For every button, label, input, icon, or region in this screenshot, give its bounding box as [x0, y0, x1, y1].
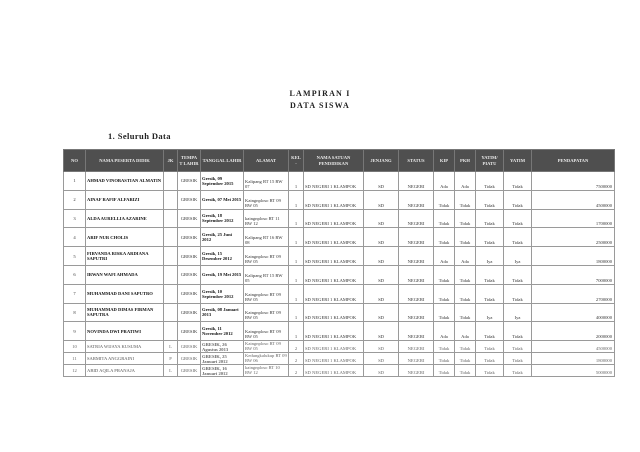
cell-pkh: Tidak — [455, 341, 476, 353]
header-jk: JK — [164, 150, 178, 172]
cell-tanggal-lahir: Gresik, 15 Desember 2012 — [201, 247, 244, 266]
cell-jenjang: SD — [364, 322, 399, 341]
cell-yatim-piatu: Tidak — [476, 365, 504, 377]
cell-yatim-piatu: Iya — [476, 303, 504, 322]
cell-kel: 1 — [289, 265, 304, 284]
header-no: NO — [64, 150, 86, 172]
cell-kel: 2 — [289, 353, 304, 365]
cell-jenjang: SD — [364, 365, 399, 377]
cell-nama: AINAF RAFIF ALFARIZI — [86, 190, 164, 209]
cell-nama: ABID AQILA PRANAJA — [86, 365, 164, 377]
cell-pendapatan: 7500000 — [532, 172, 615, 191]
cell-no: 7 — [64, 284, 86, 303]
cell-nama: ARIF NUR CHOLIS — [86, 228, 164, 247]
cell-alamat: Kaingnploso RT 09 RW 05 — [244, 284, 289, 303]
cell-yatim-piatu: Tidak — [476, 209, 504, 228]
cell-satuan-pendidikan: SD NEGERI 1 KLAMPOK — [304, 265, 364, 284]
cell-tanggal-lahir: GRESIK, 26 Agustus 2013 — [201, 341, 244, 353]
cell-kip: Tidak — [434, 341, 455, 353]
cell-kel: 2 — [289, 341, 304, 353]
table-row — [64, 209, 615, 228]
cell-tanggal-lahir: Gresik, 25 Juni 2012 — [201, 228, 244, 247]
cell-kip: Tidak — [434, 365, 455, 377]
cell-pkh: Tidak — [455, 265, 476, 284]
cell-yatim-piatu: Tidak — [476, 284, 504, 303]
cell-status: NEGERI — [399, 341, 434, 353]
cell-jenjang: SD — [364, 209, 399, 228]
cell-jenjang: SD — [364, 265, 399, 284]
cell-no: 6 — [64, 265, 86, 284]
cell-pendapatan: 1700000 — [532, 209, 615, 228]
cell-jk — [164, 228, 178, 247]
cell-jk — [164, 284, 178, 303]
cell-status: NEGERI — [399, 303, 434, 322]
cell-status: NEGERI — [399, 322, 434, 341]
cell-pendapatan: 1800000 — [532, 353, 615, 365]
cell-kip: Tidak — [434, 265, 455, 284]
cell-status: NEGERI — [399, 247, 434, 266]
cell-jenjang: SD — [364, 284, 399, 303]
cell-satuan-pendidikan: SD NEGERI 1 KLAMPOK — [304, 341, 364, 353]
table-row — [64, 341, 615, 353]
cell-nama: MUHAMMAD DIMAS FIRMAN SAPUTRA — [86, 303, 164, 322]
cell-pkh: Tidak — [455, 228, 476, 247]
cell-satuan-pendidikan: SD NEGERI 1 KLAMPOK — [304, 209, 364, 228]
cell-kel: 1 — [289, 172, 304, 191]
cell-satuan-pendidikan: SD NEGERI 1 KLAMPOK — [304, 190, 364, 209]
cell-pendapatan: 2700000 — [532, 284, 615, 303]
header-tempat-lahir: TEMPA T LAHIR — [178, 150, 201, 172]
cell-alamat: Kalipang RT 16 RW 08 — [244, 228, 289, 247]
cell-tempat-lahir: GRESIK — [178, 284, 201, 303]
cell-status: NEGERI — [399, 265, 434, 284]
table-row — [64, 322, 615, 341]
document-title: LAMPIRAN I — [289, 89, 351, 98]
cell-jk — [164, 209, 178, 228]
cell-yatim: Tidak — [504, 190, 532, 209]
cell-satuan-pendidikan: SD NEGERI 1 KLAMPOK — [304, 172, 364, 191]
cell-kip: Tidak — [434, 209, 455, 228]
cell-status: NEGERI — [399, 172, 434, 191]
cell-status: NEGERI — [399, 190, 434, 209]
table-row — [64, 265, 615, 284]
cell-no: 12 — [64, 365, 86, 377]
cell-kel: 1 — [289, 284, 304, 303]
cell-pkh: Tidak — [455, 209, 476, 228]
cell-tempat-lahir: GRESIK — [178, 353, 201, 365]
cell-tempat-lahir: GRESIK — [178, 322, 201, 341]
cell-kip: Tidak — [434, 303, 455, 322]
cell-tanggal-lahir: Gresik, 10 September 2012 — [201, 284, 244, 303]
cell-yatim-piatu: Tidak — [476, 228, 504, 247]
cell-tempat-lahir: GRESIK — [178, 303, 201, 322]
cell-tanggal-lahir: Gresik, 07 Mei 2015 — [201, 190, 244, 209]
cell-kel: 1 — [289, 228, 304, 247]
cell-tanggal-lahir: GRESIK, 25 Januari 2012 — [201, 353, 244, 365]
cell-satuan-pendidikan: SD NEGERI 1 KLAMPOK — [304, 228, 364, 247]
cell-tempat-lahir: GRESIK — [178, 190, 201, 209]
header-status: STATUS — [399, 150, 434, 172]
cell-kip: Tidak — [434, 353, 455, 365]
cell-jk — [164, 247, 178, 266]
cell-status: NEGERI — [399, 228, 434, 247]
cell-tempat-lahir: GRESIK — [178, 341, 201, 353]
cell-yatim: Tidak — [504, 365, 532, 377]
cell-jenjang: SD — [364, 172, 399, 191]
cell-yatim: Tidak — [504, 322, 532, 341]
cell-pkh: Ada — [455, 247, 476, 266]
header-satuan-pendidikan: NAMA SATUAN PENDIDIKAN — [304, 150, 364, 172]
cell-no: 1 — [64, 172, 86, 191]
cell-satuan-pendidikan: SD NEGERI 1 KLAMPOK — [304, 284, 364, 303]
cell-no: 9 — [64, 322, 86, 341]
cell-jk: L — [164, 341, 178, 353]
cell-yatim: Iya — [504, 247, 532, 266]
header-kip: KIP — [434, 150, 455, 172]
cell-kel: 1 — [289, 190, 304, 209]
cell-jk — [164, 190, 178, 209]
cell-nama: ALDA AURELLIA AZARINE — [86, 209, 164, 228]
cell-alamat: kaingnploso RT 10 RW 12 — [244, 365, 289, 377]
cell-kel: 1 — [289, 303, 304, 322]
cell-kip: Ada — [434, 172, 455, 191]
cell-alamat: Kaingnploso RT 09 RW 05 — [244, 190, 289, 209]
cell-kip: Ada — [434, 247, 455, 266]
cell-nama: MUHAMMAD DANI SAPUTRO — [86, 284, 164, 303]
header-pendapatan: PENDAPATAN — [532, 150, 615, 172]
cell-kip: Tidak — [434, 284, 455, 303]
table-row — [64, 172, 615, 191]
cell-tanggal-lahir: Gresik, 08 Januari 2013 — [201, 303, 244, 322]
cell-kel: 1 — [289, 247, 304, 266]
cell-pkh: Tidak — [455, 190, 476, 209]
cell-status: NEGERI — [399, 353, 434, 365]
table-row — [64, 228, 615, 247]
header-alamat: ALAMAT — [244, 150, 289, 172]
cell-jk — [164, 303, 178, 322]
cell-nama: SATRIA WIJAYA KUSUMA — [86, 341, 164, 353]
cell-tempat-lahir: GRESIK — [178, 172, 201, 191]
cell-tempat-lahir: GRESIK — [178, 365, 201, 377]
cell-nama: IRWAN WAFI AHMADA — [86, 265, 164, 284]
cell-kip: Tidak — [434, 228, 455, 247]
cell-pendapatan: 5000000 — [532, 365, 615, 377]
cell-alamat: Kaingnploso RT 09 RW 05 — [244, 341, 289, 353]
header-tanggal-lahir: TANGGAL LAHIR — [201, 150, 244, 172]
section-heading: 1. Seluruh Data — [108, 131, 171, 141]
cell-jenjang: SD — [364, 190, 399, 209]
cell-pendapatan: 2500000 — [532, 228, 615, 247]
cell-alamat: Kedungkalukup RT 09 RW 06 — [245, 353, 287, 364]
header-yatim: YATIM — [504, 150, 532, 172]
cell-pendapatan: 7000000 — [532, 265, 615, 284]
cell-yatim: Tidak — [504, 265, 532, 284]
cell-yatim: Tidak — [504, 341, 532, 353]
cell-tanggal-lahir: Gresik, 09 September 2015 — [201, 172, 244, 191]
header-nama: NAMA PESERTA DIDIK — [86, 150, 164, 172]
cell-alamat: Kaingnploso RT 09 RW 05 — [244, 303, 289, 322]
cell-tanggal-lahir: GRESIK, 16 Januari 2012 — [201, 365, 244, 377]
cell-pendapatan: 4500000 — [532, 341, 615, 353]
cell-nama: AHMAD VINOBASTIAN ALMATIN — [86, 172, 164, 191]
table-row — [64, 190, 615, 209]
cell-pendapatan: 4000000 — [532, 303, 615, 322]
cell-pkh: Ada — [455, 172, 476, 191]
cell-yatim-piatu: Tidak — [476, 172, 504, 191]
header-yatim-piatu: YATIM/ PIATU — [476, 150, 504, 172]
cell-tempat-lahir: GRESIK — [178, 209, 201, 228]
cell-jk — [164, 172, 178, 191]
cell-pendapatan: 1800000 — [532, 247, 615, 266]
cell-pkh: Tidak — [455, 365, 476, 377]
header-jenjang: JENJANG — [364, 150, 399, 172]
cell-nama: NOVINDA DWI PRATIWI — [86, 322, 164, 341]
cell-status: NEGERI — [399, 284, 434, 303]
cell-yatim-piatu: Tidak — [476, 353, 504, 365]
cell-satuan-pendidikan: SD NEGERI 1 KLAMPOK — [304, 365, 364, 377]
cell-kel: 1 — [289, 322, 304, 341]
cell-yatim: Tidak — [504, 172, 532, 191]
cell-jenjang: SD — [364, 303, 399, 322]
cell-kip: Ada — [434, 322, 455, 341]
cell-status: NEGERI — [399, 365, 434, 377]
cell-yatim-piatu: Iya — [476, 247, 504, 266]
table-row — [64, 247, 615, 266]
cell-satuan-pendidikan: SD NEGERI 1 KLAMPOK — [304, 322, 364, 341]
cell-kel: 2 — [289, 365, 304, 377]
cell-jk — [164, 265, 178, 284]
cell-pendapatan: 2000000 — [532, 322, 615, 341]
table-row — [64, 365, 615, 377]
cell-no: 10 — [64, 341, 86, 353]
cell-yatim: Tidak — [504, 228, 532, 247]
table-row — [64, 353, 615, 365]
cell-jk: L — [164, 365, 178, 377]
cell-tanggal-lahir: Gresik, 19 Mei 2015 — [201, 265, 244, 284]
cell-no: 8 — [64, 303, 86, 322]
cell-no: 11 — [64, 353, 86, 365]
cell-alamat: Kalipang RT 15 RW 07 — [244, 172, 289, 191]
table-row — [64, 284, 615, 303]
cell-jenjang: SD — [364, 228, 399, 247]
cell-yatim: Tidak — [504, 284, 532, 303]
cell-pkh: Tidak — [455, 353, 476, 365]
cell-alamat: Kaingnploso RT 09 RW 05 — [244, 322, 289, 341]
student-data-table — [63, 149, 615, 377]
cell-tempat-lahir: GRESIK — [178, 228, 201, 247]
cell-yatim: Tidak — [504, 209, 532, 228]
table-row — [64, 303, 615, 322]
cell-nama: SARMITA ANGGRAINI — [86, 353, 164, 365]
cell-status: NEGERI — [399, 209, 434, 228]
cell-nama: FIRVANDA RISKA ARDIANA SAPUTRI — [86, 247, 164, 266]
cell-jenjang: SD — [364, 247, 399, 266]
cell-yatim: Iya — [504, 303, 532, 322]
cell-jk: P — [164, 353, 178, 365]
cell-tempat-lahir: GRESIK — [178, 265, 201, 284]
cell-satuan-pendidikan: SD NEGERI 1 KLAMPOK — [304, 247, 364, 266]
header-kel: KEL - — [289, 150, 304, 172]
cell-no: 5 — [64, 247, 86, 266]
cell-kel: 1 — [289, 209, 304, 228]
cell-yatim: Tidak — [504, 353, 532, 365]
cell-alamat: Kaingnploso RT 09 RW 05 — [244, 247, 289, 266]
document-subtitle: DATA SISWA — [290, 101, 350, 110]
cell-no: 2 — [64, 190, 86, 209]
cell-pkh: Ada — [455, 322, 476, 341]
cell-pkh: Tidak — [455, 284, 476, 303]
cell-alamat: kaingnploso RT 11 RW 12 — [244, 209, 289, 228]
cell-yatim-piatu: Tidak — [476, 265, 504, 284]
table-header-row — [64, 150, 615, 172]
cell-yatim-piatu: Tidak — [476, 341, 504, 353]
cell-satuan-pendidikan: SD NEGERI 1 KLAMPOK — [304, 353, 364, 365]
cell-pendapatan: 4500000 — [532, 190, 615, 209]
cell-kip: Tidak — [434, 190, 455, 209]
cell-jk — [164, 322, 178, 341]
cell-alamat: Kalipang RT 15 RW 05 — [244, 265, 289, 284]
cell-tempat-lahir: GRESIK — [178, 247, 201, 266]
cell-jenjang: SD — [364, 341, 399, 353]
cell-no: 4 — [64, 228, 86, 247]
header-pkh: PKH — [455, 150, 476, 172]
cell-yatim-piatu: Tidak — [476, 322, 504, 341]
cell-no: 3 — [64, 209, 86, 228]
cell-tanggal-lahir: Gresik, 11 November 2012 — [201, 322, 244, 341]
cell-tanggal-lahir: Gresik, 18 September 2012 — [201, 209, 244, 228]
cell-yatim-piatu: Tidak — [476, 190, 504, 209]
cell-jenjang: SD — [364, 353, 399, 365]
cell-satuan-pendidikan: SD NEGERI 1 KLAMPOK — [304, 303, 364, 322]
cell-pkh: Tidak — [455, 303, 476, 322]
